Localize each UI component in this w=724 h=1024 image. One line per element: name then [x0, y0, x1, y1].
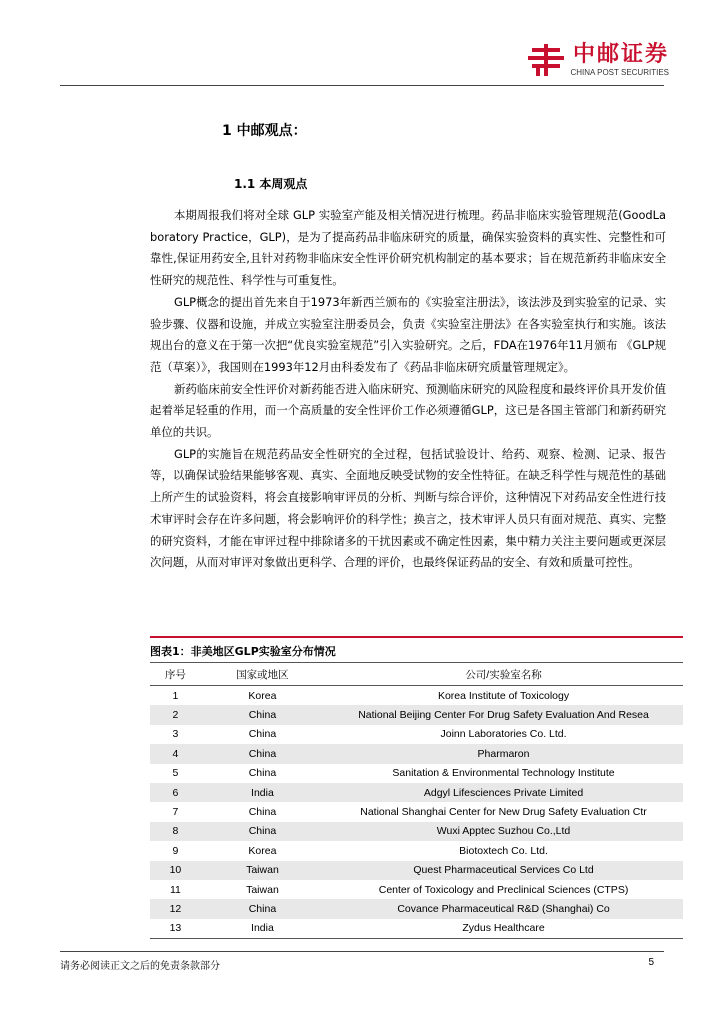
cell-region: Taiwan — [246, 883, 279, 896]
cell-name: Biotoxtech Co. Ltd. — [459, 844, 548, 857]
cell-no: 7 — [172, 806, 179, 819]
cell-no: 3 — [172, 728, 179, 741]
cell-region: Korea — [248, 689, 277, 702]
table-row — [150, 686, 683, 706]
cell-no: 13 — [150, 919, 201, 939]
cell-name: Pharmaron — [324, 744, 683, 763]
cell-no: 1 — [172, 689, 179, 702]
china-post-logo-icon — [528, 42, 564, 78]
logo-english-name: CHINA POST SECURITIES — [570, 67, 669, 77]
header-divider — [60, 85, 664, 86]
cell-name: Joinn Laboratories Co. Ltd. — [440, 728, 567, 741]
cell-no: 10 — [150, 861, 201, 880]
cell-no: 4 — [150, 744, 201, 763]
page-number: 5 — [648, 957, 654, 968]
footer-disclaimer: 请务必阅读正文之后的免责条款部分 — [60, 961, 220, 972]
cell-no: 8 — [150, 822, 201, 841]
table-row — [150, 802, 683, 821]
cell-name: Sanitation & Environmental Technology Institute — [392, 767, 615, 780]
cell-no: 6 — [150, 783, 201, 802]
cell-region: China — [248, 806, 277, 819]
table-row — [150, 783, 683, 802]
cell-no: 9 — [172, 844, 179, 857]
cell-name: Adgyl Lifesciences Private Limited — [324, 783, 683, 802]
cell-name: Quest Pharmaceutical Services Co Ltd — [324, 861, 683, 880]
cell-region: Taiwan — [201, 861, 324, 880]
table-row — [150, 841, 683, 860]
cell-region: India — [201, 919, 324, 939]
paragraph: GLP概念的提出首先来自于1973年新西兰颁布的《实验室注册法》，该法涉及到实验室的记录、实验步骤、仪器和设施，并成立实验室注册委员会，负责《实验室注册法》在各实验室执行和实施。该法规出台的意义在于第一次把“优良实验室规范”引入实验研究。之后，FDA在1976年11月颁布 《GLP规范（草案）》，我国则在1993年12月由科委发布了《药品非临床研究质量管理规定》。 — [150, 294, 666, 374]
header-region: 国家或地区 — [201, 663, 324, 686]
cell-region: China — [201, 744, 324, 763]
paragraph: 本期周报我们将对全球 GLP 实验室产能及相关情况进行梳理。药品非临床实验管理规范(GoodLaboratory Practice，GLP)，是为了提高药品非临床研究的质量，确保实验资料的真实性、完整性和可靠性,保证用药安全,且针对药物非临床安全性评价研究机构制定的基本要求；旨在规范新药非临床安全性研究的规范性、科学性与可重复性。 — [150, 208, 666, 288]
table-row — [150, 744, 683, 763]
header-no: 序号 — [150, 663, 201, 686]
cell-region: China — [248, 728, 277, 741]
table-row — [150, 919, 683, 939]
subsection-heading: 1.1 本周观点 — [234, 177, 308, 191]
cell-name: National Shanghai Center for New Drug Safety Evaluation Ctr — [360, 806, 647, 819]
table-title: 图表1：非美地区GLP实验室分布情况 — [150, 636, 683, 662]
glp-lab-table — [150, 662, 683, 939]
body-text — [150, 205, 666, 574]
cell-name: Center of Toxicology and Preclinical Sciences (CTPS) — [378, 883, 629, 896]
table-header-row — [150, 663, 683, 686]
table-row — [150, 861, 683, 880]
table-row — [150, 764, 683, 783]
table-row — [150, 822, 683, 841]
table-row — [150, 880, 683, 899]
cell-no: 2 — [150, 705, 201, 724]
table-row — [150, 899, 683, 918]
cell-region: China — [201, 705, 324, 724]
footer-divider — [60, 951, 664, 952]
cell-region: China — [201, 822, 324, 841]
cell-name: Korea Institute of Toxicology — [437, 689, 570, 702]
company-logo — [528, 42, 669, 78]
cell-no: 5 — [172, 767, 179, 780]
cell-region: China — [248, 767, 277, 780]
table-row — [150, 725, 683, 744]
paragraph: GLP的实施旨在规范药品安全性研究的全过程，包括试验设计、给药、观察、检测、记录、报告等，以确保试验结果能够客观、真实、全面地反映受试物的安全性特征。在缺乏科学性与规范性的基础上所产生的试验资料，将会直接影响审评员的分析、判断与综合评价，这种情况下对药品安全性进行技术审评时会存在许多问题，将会影响评价的科学性；换言之，技术审评人员只有面对规范、真实、完整的研究资料，才能在审评过程中排除诸多的干扰因素或不确定性因素，集中精力关注主要问题或更深层次问题，从而对审评对象做出更科学、合理的评价，也最终保证药品的安全、有效和质量可控性。 — [150, 446, 666, 570]
cell-name: Covance Pharmaceutical R&D (Shanghai) Co — [324, 899, 683, 918]
cell-no: 12 — [150, 899, 201, 918]
section-heading: 1 中邮观点： — [222, 123, 307, 139]
header-name: 公司/实验室名称 — [324, 663, 683, 686]
cell-region: Korea — [248, 844, 277, 857]
cell-region: India — [201, 783, 324, 802]
cell-name: National Beijing Center For Drug Safety Evaluation And Resea — [324, 705, 683, 724]
cell-region: China — [201, 899, 324, 918]
glp-lab-table-figure — [150, 636, 683, 939]
table-row — [150, 705, 683, 724]
cell-name: Wuxi Apptec Suzhou Co.,Ltd — [324, 822, 683, 841]
cell-name: Zydus Healthcare — [324, 919, 683, 939]
logo-chinese-name: 中邮证券 — [572, 41, 669, 67]
paragraph: 新药临床前安全性评价对新药能否进入临床研究、预测临床研究的风险程度和最终评价具开发价值起着举足轻重的作用，而一个高质量的安全性评价工作必须遵循GLP，这已是各国主管部门和新药研究单位的共识。 — [150, 381, 666, 440]
cell-no: 11 — [169, 883, 181, 896]
